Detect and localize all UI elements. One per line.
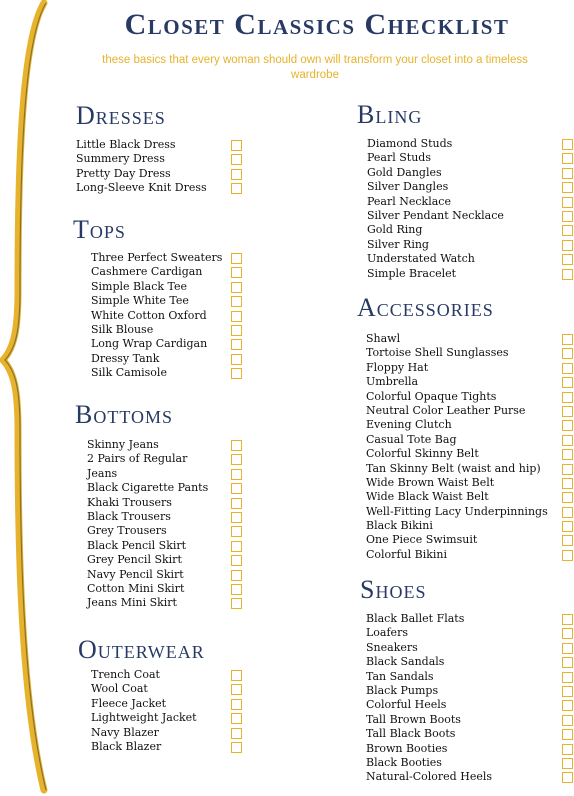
checklist-item <box>87 582 242 596</box>
checklist-item <box>367 223 573 237</box>
checklist-item-label: Grey Pencil Skirt <box>87 553 182 567</box>
page-subtitle: these basics that every woman should own will transform your closet into a timeless wardrobe <box>102 54 528 81</box>
checklist-item <box>91 251 242 265</box>
checkbox[interactable] <box>231 512 242 523</box>
checklist <box>91 251 242 381</box>
checklist-item <box>367 166 573 180</box>
checklist-item-label: Pearl Necklace <box>367 194 451 208</box>
checklist-item-label: Tall Black Boots <box>366 727 456 741</box>
checklist-item <box>91 309 242 323</box>
checklist-item-label: Well-Fitting Lacy Underpinnings <box>366 504 548 518</box>
checklist-item <box>87 539 242 553</box>
checkbox[interactable] <box>231 670 242 681</box>
checklist-item <box>367 180 573 194</box>
checkbox[interactable] <box>231 541 242 552</box>
checklist-item-label: Silver Ring <box>367 237 429 251</box>
checkbox[interactable] <box>562 197 573 208</box>
page-title: Closet Classics Checklist <box>124 8 510 41</box>
checklist-item-label: Lightweight Jacket <box>91 711 197 725</box>
checklist-item-label: Loafers <box>366 626 408 640</box>
checklist-item <box>91 280 242 294</box>
checklist-item-label: Black Blazer <box>91 739 162 753</box>
section-heading: Shoes <box>360 575 427 604</box>
checklist-item <box>91 265 242 279</box>
checklist-item-label: Diamond Studs <box>367 137 453 150</box>
checklist-item-label: 2 Pairs of Regular <box>87 452 188 466</box>
checkbox[interactable] <box>562 377 573 388</box>
checkbox[interactable] <box>231 368 242 379</box>
checklist-item-label: Tall Brown Boots <box>366 712 461 726</box>
checklist-item <box>367 238 573 252</box>
checklist-item <box>91 352 242 366</box>
checkbox[interactable] <box>562 464 573 475</box>
checklist-item-label: Simple Bracelet <box>367 266 457 280</box>
checklist-item <box>87 452 242 466</box>
checkbox[interactable] <box>231 140 242 151</box>
checklist-item <box>366 404 573 418</box>
checklist-item-label: Long Wrap Cardigan <box>91 337 208 351</box>
checklist-item-label: Tortoise Shell Sunglasses <box>366 346 509 360</box>
checkbox[interactable] <box>231 253 242 264</box>
checkbox[interactable] <box>562 521 573 532</box>
checkbox[interactable] <box>562 240 573 251</box>
checklist-item-label: Wool Coat <box>91 682 148 696</box>
checklist-item <box>91 337 242 351</box>
checklist-item-label: Cashmere Cardigan <box>91 265 203 279</box>
checklist-item-label: Gold Dangles <box>367 165 442 179</box>
checkbox[interactable] <box>231 684 242 695</box>
checkbox[interactable] <box>562 686 573 697</box>
checklist-item-label: Black Pencil Skirt <box>87 538 187 552</box>
checklist-item-label: Simple Black Tee <box>91 279 188 293</box>
checkbox[interactable] <box>231 183 242 194</box>
checkbox[interactable] <box>231 154 242 165</box>
checklist-item <box>366 490 573 504</box>
checklist-item-label: Colorful Bikini <box>366 547 447 561</box>
checklist-item <box>367 195 573 209</box>
checklist-item-label: Silk Camisole <box>91 366 167 380</box>
checkbox[interactable] <box>562 772 573 783</box>
checkbox[interactable] <box>562 334 573 345</box>
checklist-item <box>366 462 573 476</box>
checklist-item <box>366 742 573 756</box>
checklist-item-label: Shawl <box>366 332 401 345</box>
checklist <box>87 438 242 611</box>
checklist-item <box>367 252 573 266</box>
checklist-item <box>91 668 242 682</box>
checkbox[interactable] <box>562 392 573 403</box>
checklist <box>91 668 242 754</box>
checklist-item-label: Trench Coat <box>91 668 160 681</box>
checklist-item-label: Navy Blazer <box>91 725 159 739</box>
section-heading: Tops <box>73 215 126 244</box>
checklist-item <box>366 390 573 404</box>
section-heading: Accessories <box>357 293 494 322</box>
checkbox[interactable] <box>562 729 573 740</box>
checklist-item <box>366 346 573 360</box>
checkbox[interactable] <box>562 507 573 518</box>
checkbox[interactable] <box>231 454 242 465</box>
checklist-item <box>366 332 573 346</box>
checklist-item <box>366 505 573 519</box>
checklist-item-label: Black Bikini <box>366 519 433 533</box>
checkbox[interactable] <box>231 699 242 710</box>
checklist-item-label: Pretty Day Dress <box>76 166 171 180</box>
checklist-item-label: Sneakers <box>366 640 418 654</box>
checkbox[interactable] <box>562 254 573 265</box>
checklist-item-label: Black Pumps <box>366 683 439 697</box>
checklist-item-label: Fleece Jacket <box>91 696 167 710</box>
checklist-item-label: Dressy Tank <box>91 351 160 365</box>
checkbox[interactable] <box>562 478 573 489</box>
checkbox[interactable] <box>231 713 242 724</box>
checklist <box>367 137 573 281</box>
checklist-item <box>91 740 242 754</box>
checkbox[interactable] <box>231 598 242 609</box>
checklist-item <box>87 481 242 495</box>
checklist-item-label: Khaki Trousers <box>87 495 172 509</box>
checklist-item-label: Navy Pencil Skirt <box>87 567 184 581</box>
checkbox[interactable] <box>231 728 242 739</box>
checkbox[interactable] <box>562 449 573 460</box>
checklist-item-label: Grey Trousers <box>87 524 167 538</box>
checkbox[interactable] <box>231 440 242 451</box>
checkbox[interactable] <box>562 628 573 639</box>
checklist-item <box>366 670 573 684</box>
checkbox[interactable] <box>231 584 242 595</box>
checklist-item-label: Black Cigarette Pants <box>87 481 209 495</box>
checklist-item-label: Long-Sleeve Knit Dress <box>76 181 207 195</box>
checklist-item <box>366 770 573 784</box>
checklist-item <box>76 181 242 195</box>
checklist-item <box>367 137 573 151</box>
checkbox[interactable] <box>231 483 242 494</box>
checklist-item <box>87 568 242 582</box>
checkbox[interactable] <box>231 526 242 537</box>
checklist-item <box>366 641 573 655</box>
checklist-item <box>366 548 573 562</box>
checklist-item-label: Little Black Dress <box>76 138 176 151</box>
checklist-item-label: Silk Blouse <box>91 322 154 336</box>
checkbox[interactable] <box>231 296 242 307</box>
checklist-item-label: Evening Clutch <box>366 418 452 432</box>
checkbox[interactable] <box>231 169 242 180</box>
checklist-item <box>87 496 242 510</box>
checklist-item <box>87 467 242 481</box>
checkbox[interactable] <box>562 225 573 236</box>
checkbox[interactable] <box>231 354 242 365</box>
checklist-item <box>91 294 242 308</box>
checkbox[interactable] <box>562 139 573 150</box>
checklist-item <box>87 524 242 538</box>
checklist-item <box>87 438 242 452</box>
checklist-item-label: Cotton Mini Skirt <box>87 581 185 595</box>
checkbox[interactable] <box>562 758 573 769</box>
checkbox[interactable] <box>231 498 242 509</box>
checklist-item <box>366 519 573 533</box>
checklist-item <box>366 361 573 375</box>
checkbox[interactable] <box>562 420 573 431</box>
checklist-item-label: Umbrella <box>366 375 419 389</box>
checklist-item-label: Natural-Colored Heels <box>366 770 493 784</box>
section-heading: Outerwear <box>78 635 205 664</box>
checklist-item <box>366 447 573 461</box>
checklist-item <box>91 697 242 711</box>
checkbox[interactable] <box>231 311 242 322</box>
checklist-item-label: Silver Dangles <box>367 180 449 194</box>
checklist-item <box>91 711 242 725</box>
checkbox[interactable] <box>562 269 573 280</box>
checklist-item-label: Understated Watch <box>367 252 475 266</box>
checklist <box>366 332 573 562</box>
checkbox[interactable] <box>562 614 573 625</box>
checklist-item <box>91 323 242 337</box>
checkbox[interactable] <box>562 211 573 222</box>
checklist-item-label: One Piece Swimsuit <box>366 533 478 547</box>
checklist-item <box>367 209 573 223</box>
checklist-item-label: Skinny Jeans <box>87 438 159 451</box>
checkbox[interactable] <box>231 267 242 278</box>
checklist-item <box>76 138 242 152</box>
checkbox[interactable] <box>231 325 242 336</box>
checkbox[interactable] <box>562 715 573 726</box>
checkbox[interactable] <box>231 742 242 753</box>
checklist-item <box>87 596 242 610</box>
checkbox[interactable] <box>231 469 242 480</box>
checkbox[interactable] <box>562 153 573 164</box>
checklist <box>76 138 242 196</box>
checklist-item <box>367 267 573 281</box>
checklist-item-label: Casual Tote Bag <box>366 432 457 446</box>
checklist-item-label: Black Ballet Flats <box>366 612 465 625</box>
section-heading: Bottoms <box>75 400 174 429</box>
checkbox[interactable] <box>562 672 573 683</box>
checkbox[interactable] <box>562 643 573 654</box>
checklist-item <box>366 713 573 727</box>
section-heading: Dresses <box>76 101 166 130</box>
checklist-item <box>76 167 242 181</box>
checkbox[interactable] <box>562 492 573 503</box>
checklist-item-label: Simple White Tee <box>91 294 189 308</box>
checkbox[interactable] <box>562 700 573 711</box>
checkbox[interactable] <box>562 550 573 561</box>
checklist-item-label: Black Sandals <box>366 655 445 669</box>
checklist-item <box>366 375 573 389</box>
checklist-item-label: Black Booties <box>366 755 442 769</box>
checklist-item <box>366 612 573 626</box>
checklist-item <box>366 655 573 669</box>
checkbox[interactable] <box>231 555 242 566</box>
checklist-item-label: Colorful Heels <box>366 698 447 712</box>
checklist-item <box>366 727 573 741</box>
checklist-item-label: White Cotton Oxford <box>91 308 207 322</box>
checklist-item-label: Tan Sandals <box>366 669 434 683</box>
checkbox[interactable] <box>562 435 573 446</box>
decorative-brace <box>0 0 60 796</box>
checklist-item <box>366 533 573 547</box>
checklist-item-label: Jeans <box>87 466 118 480</box>
checklist-item-label: Silver Pendant Necklace <box>367 208 504 222</box>
checklist-item-label: Wide Brown Waist Belt <box>366 475 495 489</box>
checklist-item-label: Brown Booties <box>366 741 448 755</box>
checklist-item-label: Summery Dress <box>76 152 165 166</box>
checklist-item-label: Black Trousers <box>87 509 171 523</box>
checklist <box>366 612 573 785</box>
checklist-item-label: Wide Black Waist Belt <box>366 490 489 504</box>
checkbox[interactable] <box>231 282 242 293</box>
checklist-item-label: Neutral Color Leather Purse <box>366 403 526 417</box>
checklist-item <box>366 756 573 770</box>
checkbox[interactable] <box>562 168 573 179</box>
checkbox[interactable] <box>562 348 573 359</box>
checkbox[interactable] <box>562 657 573 668</box>
checklist-item-label: Colorful Skinny Belt <box>366 447 479 461</box>
checklist-item <box>91 726 242 740</box>
checklist-item <box>367 151 573 165</box>
checklist-item <box>366 433 573 447</box>
checklist-item <box>366 476 573 490</box>
checkbox[interactable] <box>562 182 573 193</box>
checkbox[interactable] <box>562 535 573 546</box>
checklist-item <box>91 682 242 696</box>
checklist-item <box>366 626 573 640</box>
checklist-item-label: Tan Skinny Belt (waist and hip) <box>366 461 541 475</box>
checkbox[interactable] <box>562 744 573 755</box>
checklist-item-label: Floppy Hat <box>366 360 429 374</box>
section-heading: Bling <box>357 100 423 129</box>
checkbox[interactable] <box>231 339 242 350</box>
checklist-item-label: Jeans Mini Skirt <box>87 596 177 610</box>
checklist-item <box>87 510 242 524</box>
checklist-item <box>366 684 573 698</box>
checkbox[interactable] <box>231 570 242 581</box>
checklist-item <box>91 366 242 380</box>
checkbox[interactable] <box>562 406 573 417</box>
checklist-item-label: Three Perfect Sweaters <box>91 251 223 264</box>
checklist-item-label: Pearl Studs <box>367 151 431 165</box>
checklist-item <box>366 418 573 432</box>
checklist-item <box>76 152 242 166</box>
checklist-item-label: Colorful Opaque Tights <box>366 389 497 403</box>
checklist-item <box>366 698 573 712</box>
checklist-item <box>87 553 242 567</box>
checkbox[interactable] <box>562 363 573 374</box>
checklist-item-label: Gold Ring <box>367 223 423 237</box>
